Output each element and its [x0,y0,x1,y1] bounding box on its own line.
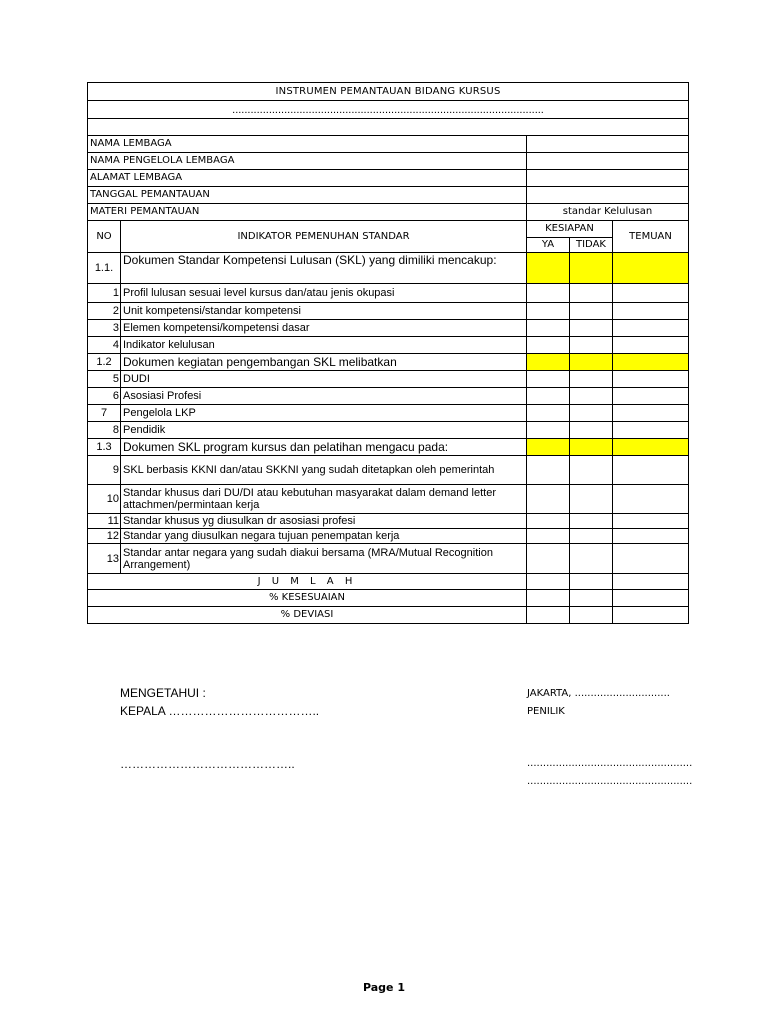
deviasi-temuan-cell[interactable] [613,607,689,624]
deviasi-tidak-cell[interactable] [570,607,613,624]
row-ya-cell[interactable] [527,320,570,337]
row-temuan-cell[interactable] [613,284,689,303]
row-tidak-cell[interactable] [570,456,613,485]
row-ya-cell[interactable] [527,544,570,574]
row-temuan-cell[interactable] [613,485,689,514]
row-tidak-cell[interactable] [570,303,613,320]
row-number: 3 [88,320,121,337]
col-header-temuan: TEMUAN [613,221,689,253]
row-indicator: Elemen kompetensi/kompetensi dasar [121,320,527,337]
row-number: 8 [88,422,121,439]
total-jumlah-label: J U M L A H [88,574,527,590]
row-number: 9 [88,456,121,485]
col-header-tidak: TIDAK [570,238,613,253]
deviasi-ya-cell[interactable] [527,607,570,624]
row-indicator: Dokumen kegiatan pengembangan SKL melibatkan [121,354,527,371]
dotted-line: ...................................................................................................... [88,101,689,119]
total-ya-cell[interactable] [527,574,570,590]
field-tanggal-pemantauan: TANGGAL PEMANTAUAN [88,187,527,204]
kepala-label: KEPALA ……………………………….. [120,704,320,718]
row-tidak-cell[interactable] [570,354,613,371]
row-indicator: SKL berbasis KKNI dan/atau SKKNI yang sudah ditetapkan oleh pemerintah [121,456,527,485]
row-tidak-cell[interactable] [570,253,613,284]
row-number: 1.1. [88,253,121,284]
row-number: 10 [88,485,121,514]
kesesuaian-tidak-cell[interactable] [570,590,613,607]
row-temuan-cell[interactable] [613,439,689,456]
form-title: INSTRUMEN PEMANTAUAN BIDANG KURSUS [88,83,689,101]
row-indicator: Indikator kelulusan [121,337,527,354]
monitoring-form-table [87,82,689,624]
row-indicator: Standar khusus yg diusulkan dr asosiasi profesi [121,514,527,529]
row-temuan-cell[interactable] [613,354,689,371]
row-tidak-cell[interactable] [570,405,613,422]
field-alamat-lembaga-value[interactable] [527,170,689,187]
row-ya-cell[interactable] [527,371,570,388]
row-temuan-cell[interactable] [613,253,689,284]
page-number: Page 1 [362,981,405,994]
col-header-no: NO [88,221,121,253]
row-tidak-cell[interactable] [570,544,613,574]
right-signature-line-2: .................................................... [527,776,693,787]
row-ya-cell[interactable] [527,284,570,303]
row-number: 1.3 [88,439,121,456]
row-tidak-cell[interactable] [570,371,613,388]
field-nama-pengelola-value[interactable] [527,153,689,170]
row-temuan-cell[interactable] [613,529,689,544]
row-temuan-cell[interactable] [613,422,689,439]
row-ya-cell[interactable] [527,422,570,439]
total-deviasi-label: % DEVIASI [88,607,527,624]
row-indicator: Pengelola LKP [121,405,527,422]
row-indicator: Dokumen SKL program kursus dan pelatihan mengacu pada: [121,439,527,456]
row-indicator: Standar antar negara yang sudah diakui bersama (MRA/Mutual Recognition Arrangement) [121,544,527,574]
col-header-ya: YA [527,238,570,253]
row-indicator: Dokumen Standar Kompetensi Lulusan (SKL) yang dimiliki mencakup: [121,253,527,284]
row-indicator: DUDI [121,371,527,388]
row-temuan-cell[interactable] [613,544,689,574]
kesesuaian-temuan-cell[interactable] [613,590,689,607]
row-number: 12 [88,529,121,544]
row-number: 7 [88,405,121,422]
row-ya-cell[interactable] [527,514,570,529]
col-header-indikator: INDIKATOR PEMENUHAN STANDAR [121,221,527,253]
field-nama-pengelola: NAMA PENGELOLA LEMBAGA [88,153,527,170]
row-tidak-cell[interactable] [570,388,613,405]
col-header-kesiapan: KESIAPAN [527,221,613,238]
right-signature-line-1: .................................................... [527,758,693,769]
total-kesesuaian-label: % KESESUAIAN [88,590,527,607]
row-number: 13 [88,544,121,574]
row-number: 1 [88,284,121,303]
row-tidak-cell[interactable] [570,284,613,303]
row-indicator: Standar yang diusulkan negara tujuan penempatan kerja [121,529,527,544]
row-number: 6 [88,388,121,405]
row-indicator: Pendidik [121,422,527,439]
field-alamat-lembaga: ALAMAT LEMBAGA [88,170,527,187]
row-number: 4 [88,337,121,354]
row-ya-cell[interactable] [527,354,570,371]
row-temuan-cell[interactable] [613,303,689,320]
penilik-label: PENILIK [527,706,565,717]
kesesuaian-ya-cell[interactable] [527,590,570,607]
row-tidak-cell[interactable] [570,485,613,514]
row-ya-cell[interactable] [527,337,570,354]
row-temuan-cell[interactable] [613,320,689,337]
row-number: 1.2 [88,354,121,371]
field-nama-lembaga: NAMA LEMBAGA [88,136,527,153]
row-temuan-cell[interactable] [613,388,689,405]
row-indicator: Profil lulusan sesuai level kursus dan/atau jenis okupasi [121,284,527,303]
row-ya-cell[interactable] [527,439,570,456]
row-temuan-cell[interactable] [613,371,689,388]
row-ya-cell[interactable] [527,529,570,544]
row-indicator: Standar khusus dari DU/DI atau kebutuhan masyarakat dalam demand letter attachmen/permintaan kerja [121,485,527,514]
row-ya-cell[interactable] [527,485,570,514]
row-ya-cell[interactable] [527,405,570,422]
field-materi-pemantauan: MATERI PEMANTAUAN [88,204,527,221]
row-number: 11 [88,514,121,529]
row-tidak-cell[interactable] [570,439,613,456]
jakarta-date-label: JAKARTA, .............................. [527,688,670,699]
total-temuan-cell[interactable] [613,574,689,590]
row-indicator: Unit kompetensi/standar kompetensi [121,303,527,320]
row-tidak-cell[interactable] [570,337,613,354]
field-tanggal-pemantauan-value[interactable] [527,187,689,204]
row-number: 2 [88,303,121,320]
field-materi-pemantauan-value: standar Kelulusan [527,204,689,221]
row-temuan-cell[interactable] [613,337,689,354]
row-temuan-cell[interactable] [613,405,689,422]
left-signature-line: …………………………………….. [120,757,295,771]
row-tidak-cell[interactable] [570,320,613,337]
row-tidak-cell[interactable] [570,529,613,544]
row-temuan-cell[interactable] [613,456,689,485]
row-ya-cell[interactable] [527,303,570,320]
row-indicator: Asosiasi Profesi [121,388,527,405]
row-ya-cell[interactable] [527,456,570,485]
blank-row [88,119,689,136]
mengetahui-label: MENGETAHUI : [120,686,206,700]
row-number: 5 [88,371,121,388]
field-nama-lembaga-value[interactable] [527,136,689,153]
row-temuan-cell[interactable] [613,514,689,529]
row-tidak-cell[interactable] [570,514,613,529]
total-tidak-cell[interactable] [570,574,613,590]
row-ya-cell[interactable] [527,388,570,405]
row-tidak-cell[interactable] [570,422,613,439]
row-ya-cell[interactable] [527,253,570,284]
